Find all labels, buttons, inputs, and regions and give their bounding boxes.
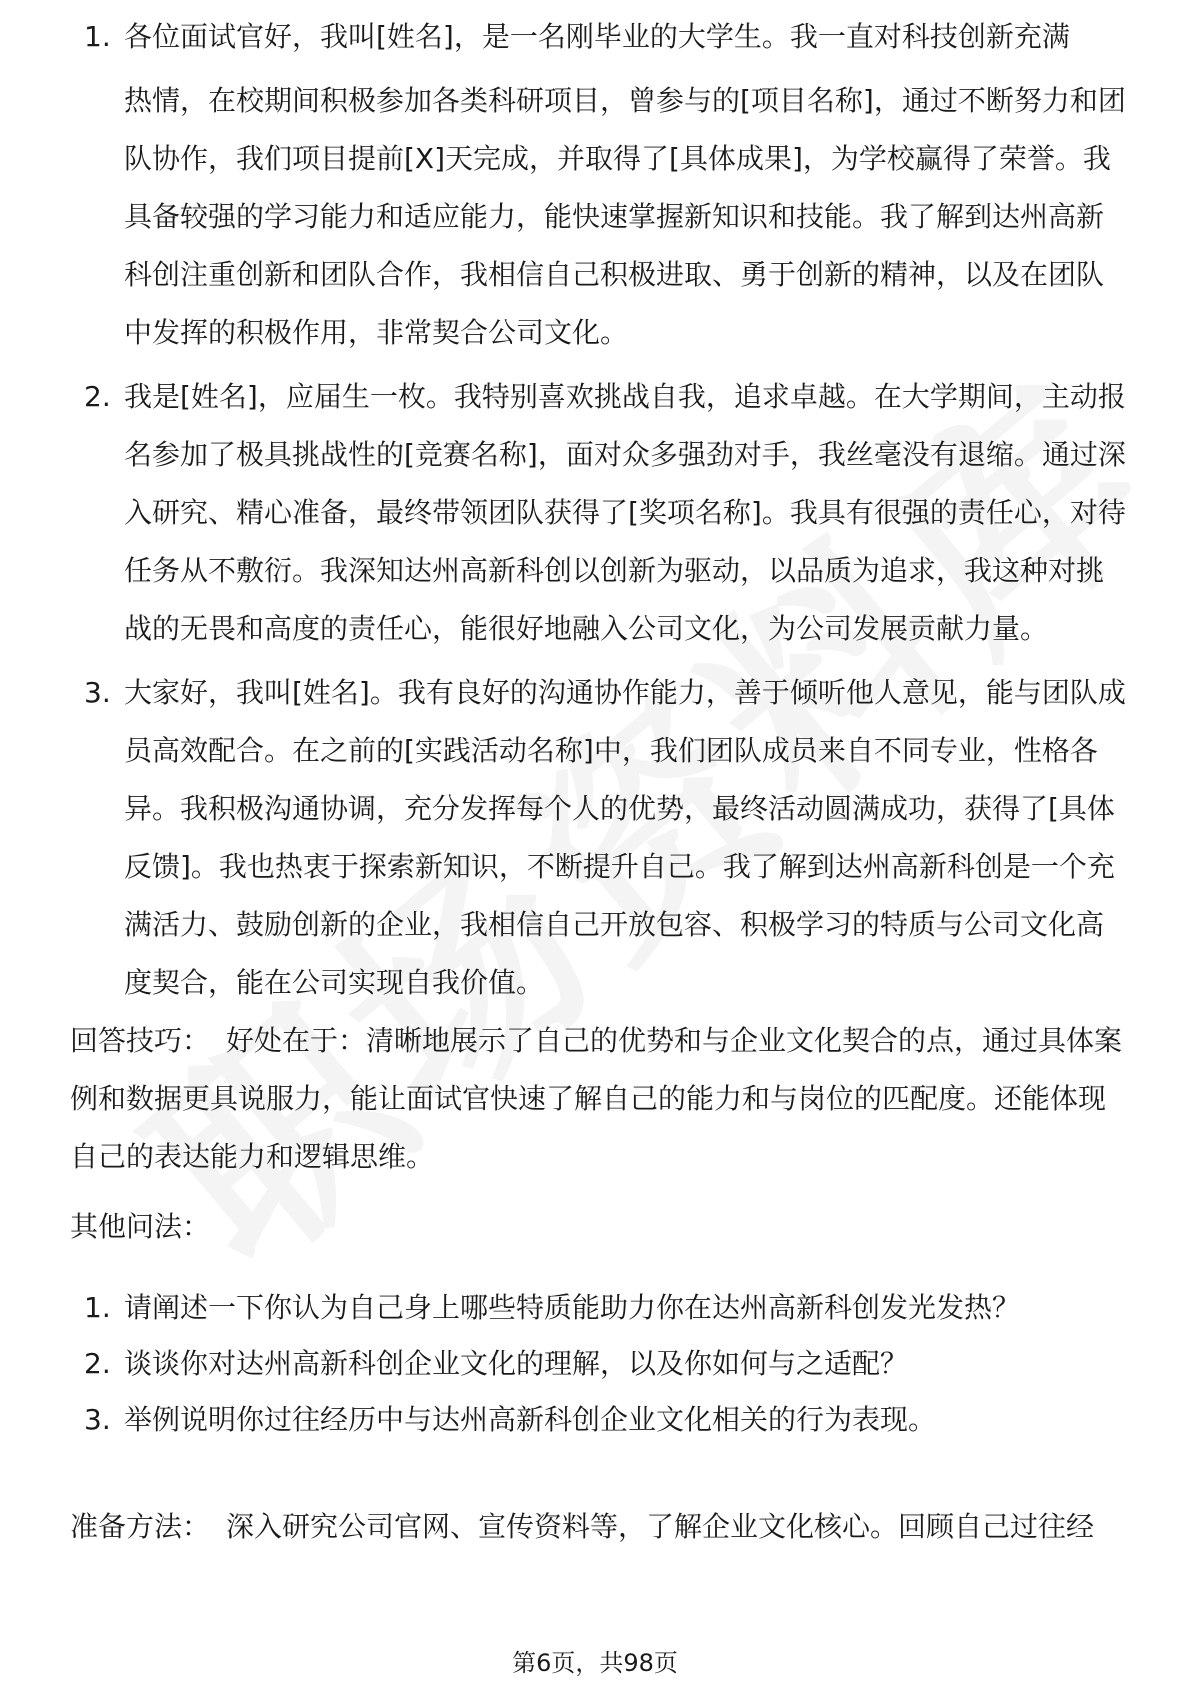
list-number: 1. xyxy=(84,20,111,53)
tips-text: 好处在于：清晰地展示了自己的优势和与企业文化契合的点，通过具体案例和数据更具说服力，能让面试官快速了解自己的能力和与岗位的匹配度。还能体现自己的表达能力和逻辑思维。 xyxy=(70,1024,1123,1173)
answer-text: 我是[姓名]，应届生一枚。我特别喜欢挑战自我，追求卓越。在大学期间，主动报名参加了极具挑战性的[竞赛名称]，面对众多强劲对手，我丝毫没有退缩。通过深入研究、精心准备，最终带领团队获得了[奖项名称]。我具有很强的责任心，对待任务从不敷衍。我深知达州高新科创以创新为驱动，以品质为追求，我这种对挑战的无畏和高度的责任心，能很好地融入公司文化，为公司发展贡献力量。 xyxy=(124,380,1126,645)
other-questions-list xyxy=(70,1280,1130,1448)
preparation-paragraph xyxy=(70,1498,1130,1556)
tips-label: 回答技巧： xyxy=(70,1024,211,1057)
question-text: 请阐述一下你认为自己身上哪些特质能助力你在达州高新科创发光发热？ xyxy=(124,1291,1021,1324)
answer-item-1-clipped-line xyxy=(70,0,1130,72)
answer-item-2 xyxy=(70,368,1130,658)
sample-answers-list xyxy=(70,72,1130,1016)
question-item-1 xyxy=(70,1280,1130,1336)
list-number: 3. xyxy=(84,676,111,709)
question-item-3 xyxy=(70,1392,1130,1448)
list-number: 1. xyxy=(84,1291,111,1324)
question-item-2 xyxy=(70,1336,1130,1392)
list-number: 3. xyxy=(84,1403,111,1436)
list-number: 2. xyxy=(84,1347,111,1380)
other-questions-label: 其他问法： xyxy=(70,1210,211,1243)
question-text: 谈谈你对达州高新科创企业文化的理解，以及你如何与之适配？ xyxy=(124,1347,909,1380)
answer-item-3 xyxy=(70,664,1130,1012)
answer-item-1-top xyxy=(70,8,1130,66)
list-number: 2. xyxy=(84,380,111,413)
prep-label: 准备方法： xyxy=(70,1510,211,1543)
prep-text: 深入研究公司官网、宣传资料等，了解企业文化核心。回顾自己过往经 xyxy=(226,1510,1095,1543)
answer-text: 大家好，我叫[姓名]。我有良好的沟通协作能力，善于倾听他人意见，能与团队成员高效配合。在之前的[实践活动名称]中，我们团队成员来自不同专业，性格各异。我积极沟通协调，充分发挥每个人的优势，最终活动圆满成功，获得了[具体反馈]。我也热衷于探索新知识，不断提升自己。我了解到达州高新科创是一个充满活力、鼓励创新的企业，我相信自己开放包容、积极学习的特质与公司文化高度契合，能在公司实现自我价值。 xyxy=(124,676,1126,999)
answer-text: 热情，在校期间积极参加各类科研项目，曾参与的[项目名称]，通过不断努力和团队协作，我们项目提前[X]天完成，并取得了[具体成果]，为学校赢得了荣誉。我具备较强的学习能力和适应能力，能快速掌握新知识和技能。我了解到达州高新科创注重创新和团队合作，我相信自己积极进取、勇于创新的精神，以及在团队中发挥的积极作用，非常契合公司文化。 xyxy=(124,84,1126,349)
answer-partial-line: 各位面试官好，我叫[姓名]，是一名刚毕业的大学生。我一直对科技创新充满 xyxy=(124,20,1070,53)
page-number-footer: 第6页，共98页 xyxy=(512,1649,678,1677)
answer-item-1 xyxy=(70,72,1130,362)
other-questions-heading xyxy=(70,1198,1130,1256)
answer-tips-paragraph xyxy=(70,1012,1130,1186)
question-text: 举例说明你过往经历中与达州高新科创企业文化相关的行为表现。 xyxy=(124,1403,937,1436)
